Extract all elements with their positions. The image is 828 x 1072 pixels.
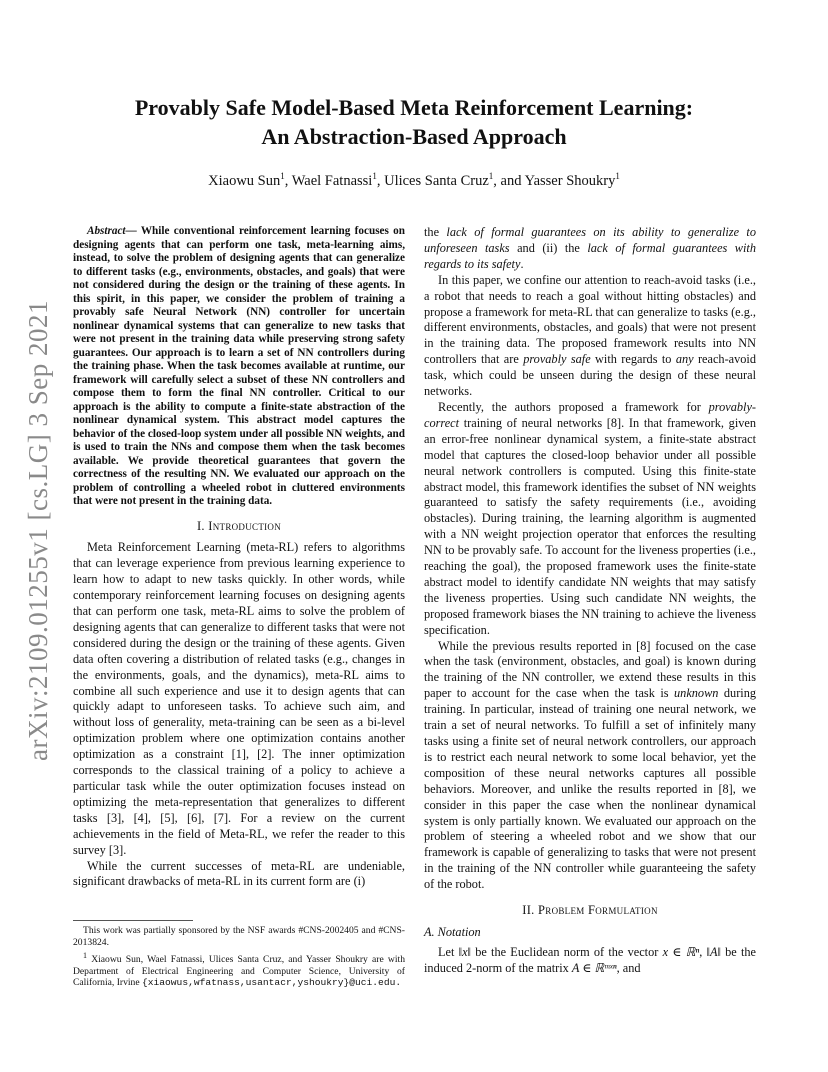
math-vector-x: x ∈ ℝⁿ: [662, 944, 700, 959]
text-run: and (ii) the: [509, 240, 588, 255]
footnote-funding: This work was partially sponsored by the NSF awards #CNS-2002405 and #CNS-2013824.: [73, 925, 405, 948]
text-run: be the induced 2-norm of the matrix: [424, 944, 757, 975]
author-list: Xiaowu Sun$^1$, Wael Fatnassi$^1$, Ulices Santa Cruz$^1$, and Yasser Shoukry$^1$: [208, 171, 620, 189]
text-run: In this paper, we confine our attention to reach-avoid tasks (i.e., a robot that needs to reach a goal without hitting obstacles) and propose a framework for meta-RL that can generalize to tasks (e.g., different environments, obstacles, and goals) that were not present in the training data. The proposed framework results into NN controllers that are: [424, 272, 756, 367]
author: Ulices Santa Cruz: [384, 172, 489, 189]
right-paragraph-2: [424, 400, 756, 639]
section-heading-problem-formulation: II. Problem Formulation: [522, 903, 658, 918]
intro-paragraph-2: While the current successes of meta-RL are undeniable, significant drawbacks of meta-RL in its current form are (i): [73, 858, 405, 889]
text-run: .: [520, 256, 524, 271]
text-run-italic: provably-correct: [424, 399, 756, 430]
notation-paragraph: [424, 945, 756, 977]
footnote-affiliation-text: Xiaowu Sun, Wael Fatnassi, Ulices Santa Cruz, and Yasser Shoukry are with Department of Electrical Engineering and Computer Science, University of California, Irvine: [73, 954, 405, 989]
footnote-affiliation: [73, 950, 405, 989]
abstract-text: — While conventional reinforcement learning focuses on designing agents that can perform one task, meta-learning aims, instead, to solve the problem of designing agents that can generalize to different tasks (e.g., environments, obstacles, and goals) that were not considered during the design or the training of these agents. In this spirit, in this paper, we consider the problem of training a provably safe Neural Network (NN) controller for uncertain nonlinear dynamical systems that can generalize to new tasks that were not present in the training data while preserving strong safety guarantees. Our approach is to learn a set of NN controllers during the training phase. When the task becomes available at runtime, our framework will carefully select a subset of these NN controllers and compose them to form the final NN controller. Critical to our approach is the ability to compute a finite-state abstraction of the nonlinear dynamical system. This abstract model captures the behavior of the closed-loop system under all possible NN weights, and is used to train the NNs and compose them when the task becomes available. We provide theoretical guarantees that govern the correctness of the resulting NN. We evaluated our approach on the problem of controlling a wheeled robot in cluttered environments that were not present in the training data.: [73, 225, 405, 507]
text-run-italic: lack of formal guarantees on its ability to generalize to unforeseen tasks: [424, 225, 756, 255]
author-affil: 1: [280, 171, 285, 181]
text-run: Recently, the authors proposed a framework for: [438, 399, 709, 414]
text-run-italic: provably safe: [523, 352, 591, 367]
text-run-italic: lack of formal guarantees with regards to its safety: [424, 240, 756, 271]
abstract-label: Abstract: [87, 225, 126, 237]
right-paragraph-3: [424, 639, 756, 894]
text-run: training of neural networks [8]. In that framework, given an error-free nonlinear dynamical system, a finite-state abstract model that captures the closed-loop behavior under all possible neural network controllers is computed. Using this finite-state abstract model, this framework identifies the subset of NN weights guaranteed to satisfy the safety requirements (i.e., avoiding obstacles). During training, the learning algorithm is augmented with a NN weight projection operator that enforces the resulting NN to be provably safe. To account for the liveness properties (i.e., reaching the goal), the proposed framework uses the finite-state abstract model to identify candidate NN weights that may satisfy the liveness properties. Using such candidate NN weights, the proposed framework biases the NN training to achieve the liveness specification.: [424, 415, 756, 637]
text-run: reach-avoid task, which could be unseen during the design of these neural networks.: [424, 352, 756, 399]
text-run: with regards to: [590, 352, 676, 367]
author-emails[interactable]: {xiaowus,wfatnass,usantacr,yshoukry}@uci.edu.: [142, 977, 402, 989]
author: Wael Fatnassi: [291, 172, 373, 189]
author-affil: 1: [372, 171, 377, 181]
author-affil: 1: [488, 171, 494, 181]
text-run: While the previous results reported in [8] focused on the case when the task (environment, obstacles, and goal) is known during the training of the NN controller, we extend these results in this paper to account for the case when the task is: [424, 638, 756, 701]
footnote-rule: [73, 920, 193, 921]
subsection-heading-notation: A. Notation: [424, 924, 481, 939]
arxiv-identifier: arXiv:2109.01255v1 [cs.LG] 3 Sep 2021: [22, 299, 53, 761]
text-run: during training. In particular, instead of training one neural network, we train a set of neural networks. To fulfill a set of infinitely many tasks using a finite set of neural network controllers, our approach is to restrict each neural network to some local behavior, yet the composition of these neural networks captures all possible behaviors. Moreover, and unlike the results reported in [8], we consider in this paper the case when the nonlinear dynamical system is only partially known. We evaluated our approach on the problem of steering a wheeled robot and we show that our framework is capable of generalizing to tasks that were not present in the training of the NN controller while guaranteeing the safety of the robot.: [424, 686, 756, 892]
text-run-italic: unknown: [674, 686, 719, 701]
arxiv-sidebar: [8, 300, 68, 760]
footnotes: [73, 920, 405, 991]
title-line-1: Provably Safe Model-Based Meta Reinforcement Learning:: [134, 95, 694, 120]
math-norm-x: ‖x‖: [458, 944, 471, 959]
footnote-marker: 1: [83, 951, 87, 960]
intro-paragraph-1: Meta Reinforcement Learning (meta-RL) refers to algorithms that can leverage experience from previous learning experience to learn how to adapt to new tasks quickly. In other words, while contemporary reinforcement learning focuses on designing agents that can perform one task, meta-RL aims to solve the problem of designing agents that can generalize to different tasks that were not considered during the design or the training of these agents. Given data often covering a distribution of related tasks (e.g., changes in the environments, goals, and the dynamics), meta-RL aims to combine all such experience and use it to design agents that can quickly adapt to unforeseen tasks. To achieve such aim, and without loss of generality, meta-training can be seen as a bi-level optimization problem where one optimization contains another optimization as a constraint [1], [2]. The inner optimization corresponds to the classical training of a policy to achieve a particular task while the outer optimization focuses instead on optimizing the meta-representation that generalizes to different tasks [3], [4], [5], [6], [7]. For a review on the current achievements in the field of Meta-RL, we refer the reader to this survey [3].: [73, 540, 405, 857]
right-paragraph-1: [424, 273, 756, 400]
text-run: be the Euclidean norm of the vector: [471, 944, 663, 959]
text-run-italic: any: [675, 352, 694, 367]
math-matrix-a: A ∈ ℝᵐˣⁿ: [571, 960, 617, 975]
author: and Yasser Shoukry: [500, 172, 616, 189]
text-run: ,: [699, 944, 703, 959]
author-affil: 1: [615, 171, 620, 181]
author: Xiaowu Sun: [208, 172, 281, 189]
paper-title: [80, 93, 748, 151]
abstract: [73, 225, 405, 509]
text-run: the: [424, 225, 447, 239]
text-run: Let: [438, 944, 459, 959]
title-line-2: An Abstraction-Based Approach: [261, 124, 567, 149]
right-paragraph-0: [424, 225, 756, 273]
text-run: , and: [616, 960, 641, 975]
left-column: [73, 225, 405, 890]
section-heading-introduction: I. Introduction: [196, 518, 282, 533]
right-column: [424, 225, 756, 977]
math-norm-a: ‖A‖: [706, 944, 721, 959]
